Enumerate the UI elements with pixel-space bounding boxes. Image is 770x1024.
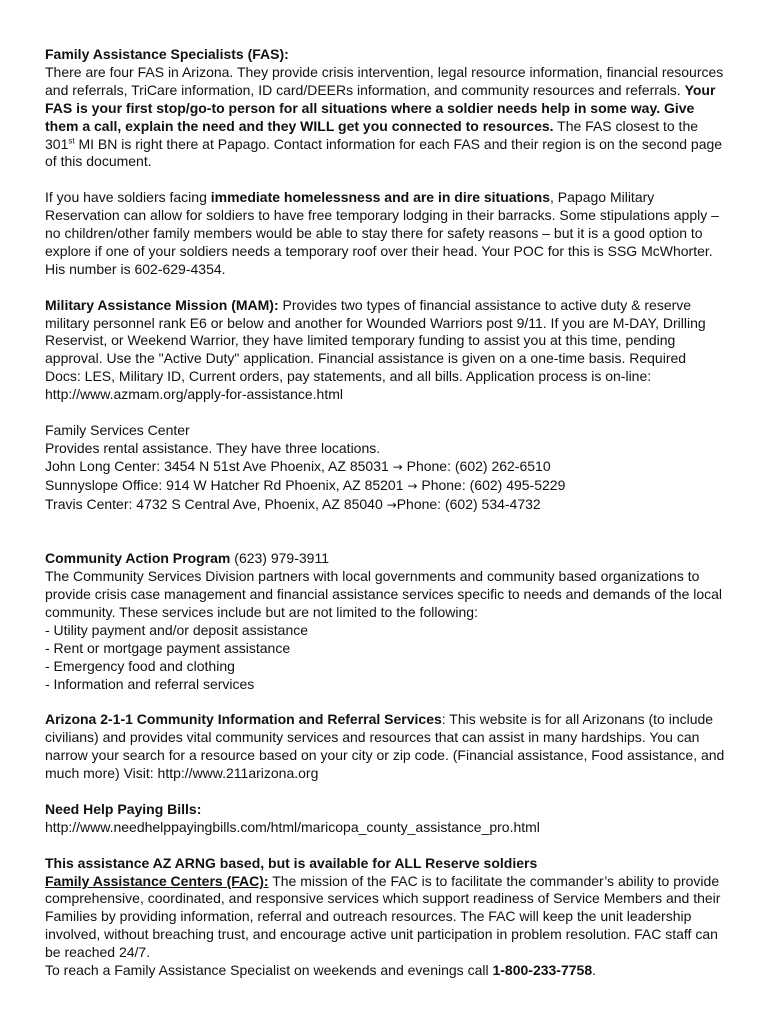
bills-url: http://www.needhelppayingbills.com/html/maricopa_county_assistance_pro.html [45,818,540,835]
fac-heading: This assistance AZ ARNG based, but is available for ALL Reserve soldiers [45,854,538,871]
az211-heading: Arizona 2-1-1 Community Information and Referral Services [45,711,442,728]
arrow-right-icon: → [386,497,397,512]
bills-heading: Need Help Paying Bills: [45,800,202,817]
fsc-location: Sunnyslope Office: 914 W Hatcher Rd Phoenix, AZ 85201 → Phone: (602) 495-5229 [45,476,566,493]
fac-label: Family Assistance Centers (FAC): [45,872,269,889]
fsc-location: John Long Center: 3454 N 51st Ave Phoenix, AZ 85031 → Phone: (602) 262-6510 [45,457,551,474]
family-services-center-section [45,422,725,515]
fac-call-line: To reach a Family Assistance Specialist on weekends and evenings call 1-800-233-7758. [45,962,596,979]
list-item: - Utility payment and/or deposit assistance [45,621,309,638]
fsc-title: Family Services Center [45,421,190,438]
list-item: - Emergency food and clothing [45,657,235,674]
fac-phone-number: 1-800-233-7758 [492,962,593,979]
document-body [45,46,725,980]
list-item: - Information and referral services [45,675,255,692]
fas-section [45,46,725,171]
fas-paragraph: There are four FAS in Arizona. They provide crisis intervention, legal resource information, financial resources and referrals, TriCare information, ID card/DEERs information, and community resources and referrals. Your FAS is your first stop/go-to person for all situations where a soldier needs help in some way. Give them a call, explain the need and they WILL get you connected to resources. The FAS closest to the 301st MI BN is right there at Papago. Contact information for each FAS and their region is on the second page of this document. [45,63,724,170]
fas-heading: Family Assistance Specialists (FAS): [45,46,289,62]
bills-section [45,801,725,837]
community-action-program-section [45,550,725,693]
arrow-right-icon: → [407,478,418,493]
fsc-location: Travis Center: 4732 S Central Ave, Phoenix, AZ 85040 →Phone: (602) 534-4732 [45,495,541,512]
arrow-right-icon: → [392,459,403,474]
fac-section [45,855,725,980]
cap-description: The Community Services Division partners with local governments and community based organizations to provide crisis case management and financial assistance services specific to needs and demands of the local community. These services include but are not limited to the following: [45,568,723,621]
homelessness-paragraph: If you have soldiers facing immediate homelessness and are in dire situations, Papago Military Reservation can allow for soldiers to have free temporary lodging in their barracks. Some stipulations apply – no children/other family members would be able to stay there for safety reasons – but it is a good option to explore if one of your soldiers needs a temporary roof over their head. Your POC for this is SSG McWhorter. His number is 602-629-4354. [45,189,719,277]
fac-paragraph: Family Assistance Centers (FAC): The mission of the FAC is to facilitate the commander’s ability to provide comprehensive, coordinated, and responsive services which support readiness of Service Members and their Families by providing information, referral and outreach resources. The FAC will keep the unit leadership involved, without breaching trust, and encourage active unit participation in problem resolution. FAC staff can be reached 24/7. [45,872,721,961]
mam-paragraph: Military Assistance Mission (MAM): Provides two types of financial assistance to active duty & reserve military personnel rank E6 or below and another for Wounded Warriors post 9/11. If you are M-DAY, Drilling Reservist, or Weekend Warrior, they have limited temporary funding to assist you at this time, pending approval. Use the "Active Duty" application. Financial assistance is given on a one-time basis. Required Docs: LES, Military ID, Current orders, pay statements, and all bills. Application process is on-line: http://www.azmam.org/apply-for-assistance.html [45,296,706,403]
fsc-description: Provides rental assistance. They have three locations. [45,439,381,456]
az211-paragraph: Arizona 2-1-1 Community Information and Referral Services: This website is for all Arizonans (to include civilians) and provides vital community services and resources that can assist in many hardships. You can narrow your search for a resource based on your city or zip code. (Financial assistance, Food assistance, and much more) Visit: http://www.211arizona.org [45,711,725,782]
mam-heading: Military Assistance Mission (MAM): [45,296,279,313]
cap-heading-line: Community Action Program (623) 979-3911 [45,550,329,567]
list-item: - Rent or mortgage payment assistance [45,639,291,656]
